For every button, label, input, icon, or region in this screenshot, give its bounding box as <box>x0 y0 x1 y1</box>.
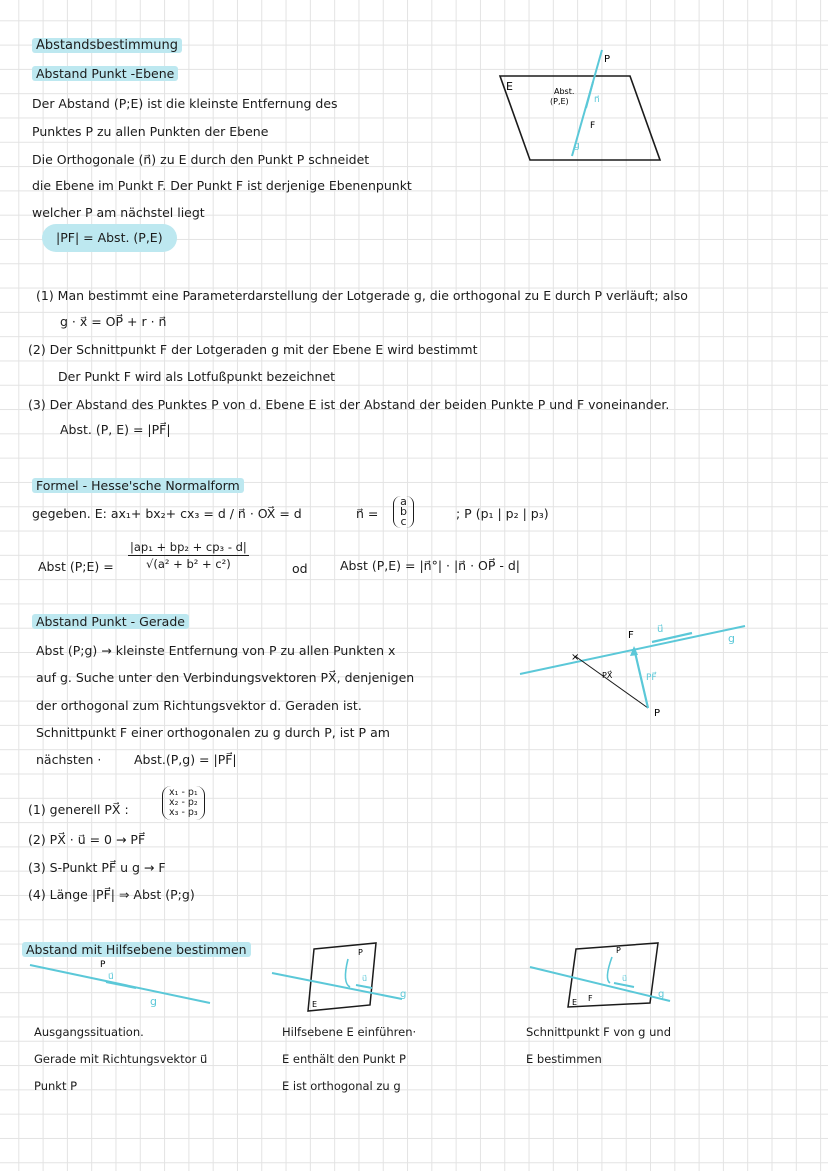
label-E: E <box>572 998 578 1007</box>
line-text: Schnittpunkt F einer orthogonalen zu g durch P, ist P am <box>36 725 390 740</box>
direction-vector-u <box>614 983 634 987</box>
line-text-last-b: Abst.(P,g) = |PF⃗| <box>134 752 237 767</box>
hesse-heading: Formel - Hesse'sche Normalform <box>32 478 244 494</box>
label-X: × <box>571 652 580 663</box>
label-u: u⃗ <box>362 974 368 983</box>
normal-vector-components <box>393 496 414 528</box>
plane-text-line: Der Abstand (P;E) ist die kleinste Entfernung des <box>32 96 338 111</box>
caption-1-line: Ausgangssituation. <box>34 1025 144 1039</box>
helper-curve <box>345 959 350 987</box>
label-P: P <box>654 708 661 719</box>
page-title: Abstandsbestimmung <box>32 38 182 54</box>
step-3: (3) Der Abstand des Punktes P von d. Ebene E ist der Abstand der beiden Punkte P und F voneinander. <box>28 397 670 412</box>
vec-component: c <box>400 515 407 528</box>
line-label-g: g <box>574 141 580 151</box>
label-F: F <box>628 630 634 641</box>
point-P-coords: ; P (p₁ | p₂ | p₃) <box>456 506 549 521</box>
section-heading-plane: Abstand Punkt -Ebene <box>32 66 178 82</box>
label-P: P <box>358 948 363 957</box>
plane-distance-diagram <box>490 48 670 168</box>
helper-diagram-1 <box>30 955 230 1025</box>
plane-text-line: die Ebene im Punkt F. Der Punkt F ist derjenige Ebenenpunkt <box>32 178 412 193</box>
label-u: u⃗ <box>657 624 664 635</box>
plane-text-line: welcher P am nächstel liegt <box>32 205 205 220</box>
label-PX: PX⃗ <box>602 671 613 680</box>
helper-diagram-3 <box>530 935 690 1015</box>
abst-label-2: (P,E) <box>550 97 569 106</box>
caption-1-line: Punkt P <box>34 1079 78 1093</box>
label-g: g <box>658 989 665 1000</box>
plane-text-line: Die Orthogonale (n⃗) zu E durch den Punkt P schneidet <box>32 152 370 167</box>
caption-3-line: Schnittpunkt F von g und <box>526 1025 672 1039</box>
label-P: P <box>616 946 621 955</box>
vec-component: x₃ - p₃ <box>169 807 198 818</box>
foot-label-F: F <box>590 121 596 131</box>
oder-text: od <box>292 561 308 576</box>
normal-vector-label: n⃗ = <box>356 506 379 521</box>
point-line-diagram <box>520 618 760 728</box>
plane-shape <box>568 943 658 1007</box>
plane-formula: |PF| = Abst. (P,E) <box>42 224 177 252</box>
label-P: P <box>100 960 106 970</box>
normal-vector <box>586 82 593 108</box>
caption-2-line: Hilfsebene E einführen· <box>282 1025 417 1039</box>
step-3-formula: Abst. (P, E) = |PF⃗| <box>60 422 171 437</box>
caption-1-line: Gerade mit Richtungsvektor u⃗ <box>34 1052 208 1066</box>
hesse-alt-formula: Abst (P,E) = |n⃗°| · |n⃗ · OP⃗ - d| <box>340 558 521 573</box>
pl-step-3: (3) S-Punkt PF⃗ u g → F <box>28 860 166 875</box>
line-text-last-a: nächsten · <box>36 752 102 767</box>
line-text: auf g. Suche unter den Verbindungsvektoren PX⃗, denjenigen <box>36 670 415 685</box>
abst-label: Abst. <box>554 87 575 96</box>
hesse-numerator: |ap₁ + bp₂ + cp₃ - d| <box>130 540 247 554</box>
label-PF: PF⃗ <box>646 673 657 683</box>
direction-vector-u <box>356 985 372 988</box>
caption-3-line: E bestimmen <box>526 1052 602 1066</box>
helper-diagram-2 <box>272 935 432 1015</box>
plane-label-E: E <box>506 80 513 93</box>
pl-step-1: (1) generell PX⃗ : <box>28 802 129 817</box>
label-F: F <box>588 994 593 1003</box>
line-text: der orthogonal zum Richtungsvektor d. Geraden ist. <box>36 698 362 713</box>
label-E: E <box>312 1000 318 1009</box>
step-1-formula: g · x⃗ = OP⃗ + r · n⃗ <box>60 314 167 329</box>
helper-heading: Abstand mit Hilfsebene bestimmen <box>22 942 251 958</box>
line-section-heading: Abstand Punkt - Gerade <box>32 614 189 630</box>
hesse-abst-label: Abst (P;E) = <box>38 559 114 574</box>
plane-text-line: Punktes P zu allen Punkten der Ebene <box>32 124 269 139</box>
px-vector-components <box>162 786 205 820</box>
vec-component: a <box>400 495 407 508</box>
step-1: (1) Man bestimmt eine Parameterdarstellung der Lotgerade g, die orthogonal zu E durch P verläuft; also <box>36 288 688 303</box>
line-g <box>272 973 402 999</box>
normal-label-n: n⃗ <box>594 95 600 105</box>
vec-component: x₂ - p₂ <box>169 797 198 808</box>
label-u: u⃗ <box>108 972 114 982</box>
vec-component: x₁ - p₁ <box>169 787 198 798</box>
direction-vector-u <box>106 982 136 988</box>
caption-2-line: E ist orthogonal zu g <box>282 1079 401 1093</box>
vec-component: b <box>400 505 407 518</box>
helper-curve <box>607 957 612 983</box>
line-g <box>530 967 670 1001</box>
label-g: g <box>400 989 407 1000</box>
label-u: u⃗ <box>622 974 628 983</box>
step-2: (2) Der Schnittpunkt F der Lotgeraden g mit der Ebene E wird bestimmt <box>28 342 478 357</box>
label-g: g <box>728 632 735 645</box>
hesse-fraction <box>128 540 249 571</box>
point-label-P: P <box>604 54 611 65</box>
plane-shape <box>500 76 660 160</box>
caption-2-line: E enthält den Punkt P <box>282 1052 406 1066</box>
pl-step-2: (2) PX⃗ · u⃗ = 0 → PF⃗ <box>28 832 146 847</box>
pl-step-4: (4) Länge |PF⃗| ⇒ Abst (P;g) <box>28 887 195 902</box>
label-g: g <box>150 995 157 1008</box>
hesse-denominator: √(a² + b² + c²) <box>146 557 231 571</box>
hesse-given: gegeben. E: ax₁+ bx₂+ cx₃ = d / n⃗ · OX⃗ = d <box>32 506 302 521</box>
step-2-note: Der Punkt F wird als Lotfußpunkt bezeichnet <box>58 369 336 384</box>
line-text: Abst (P;g) → kleinste Entfernung von P zu allen Punkten x <box>36 643 396 658</box>
